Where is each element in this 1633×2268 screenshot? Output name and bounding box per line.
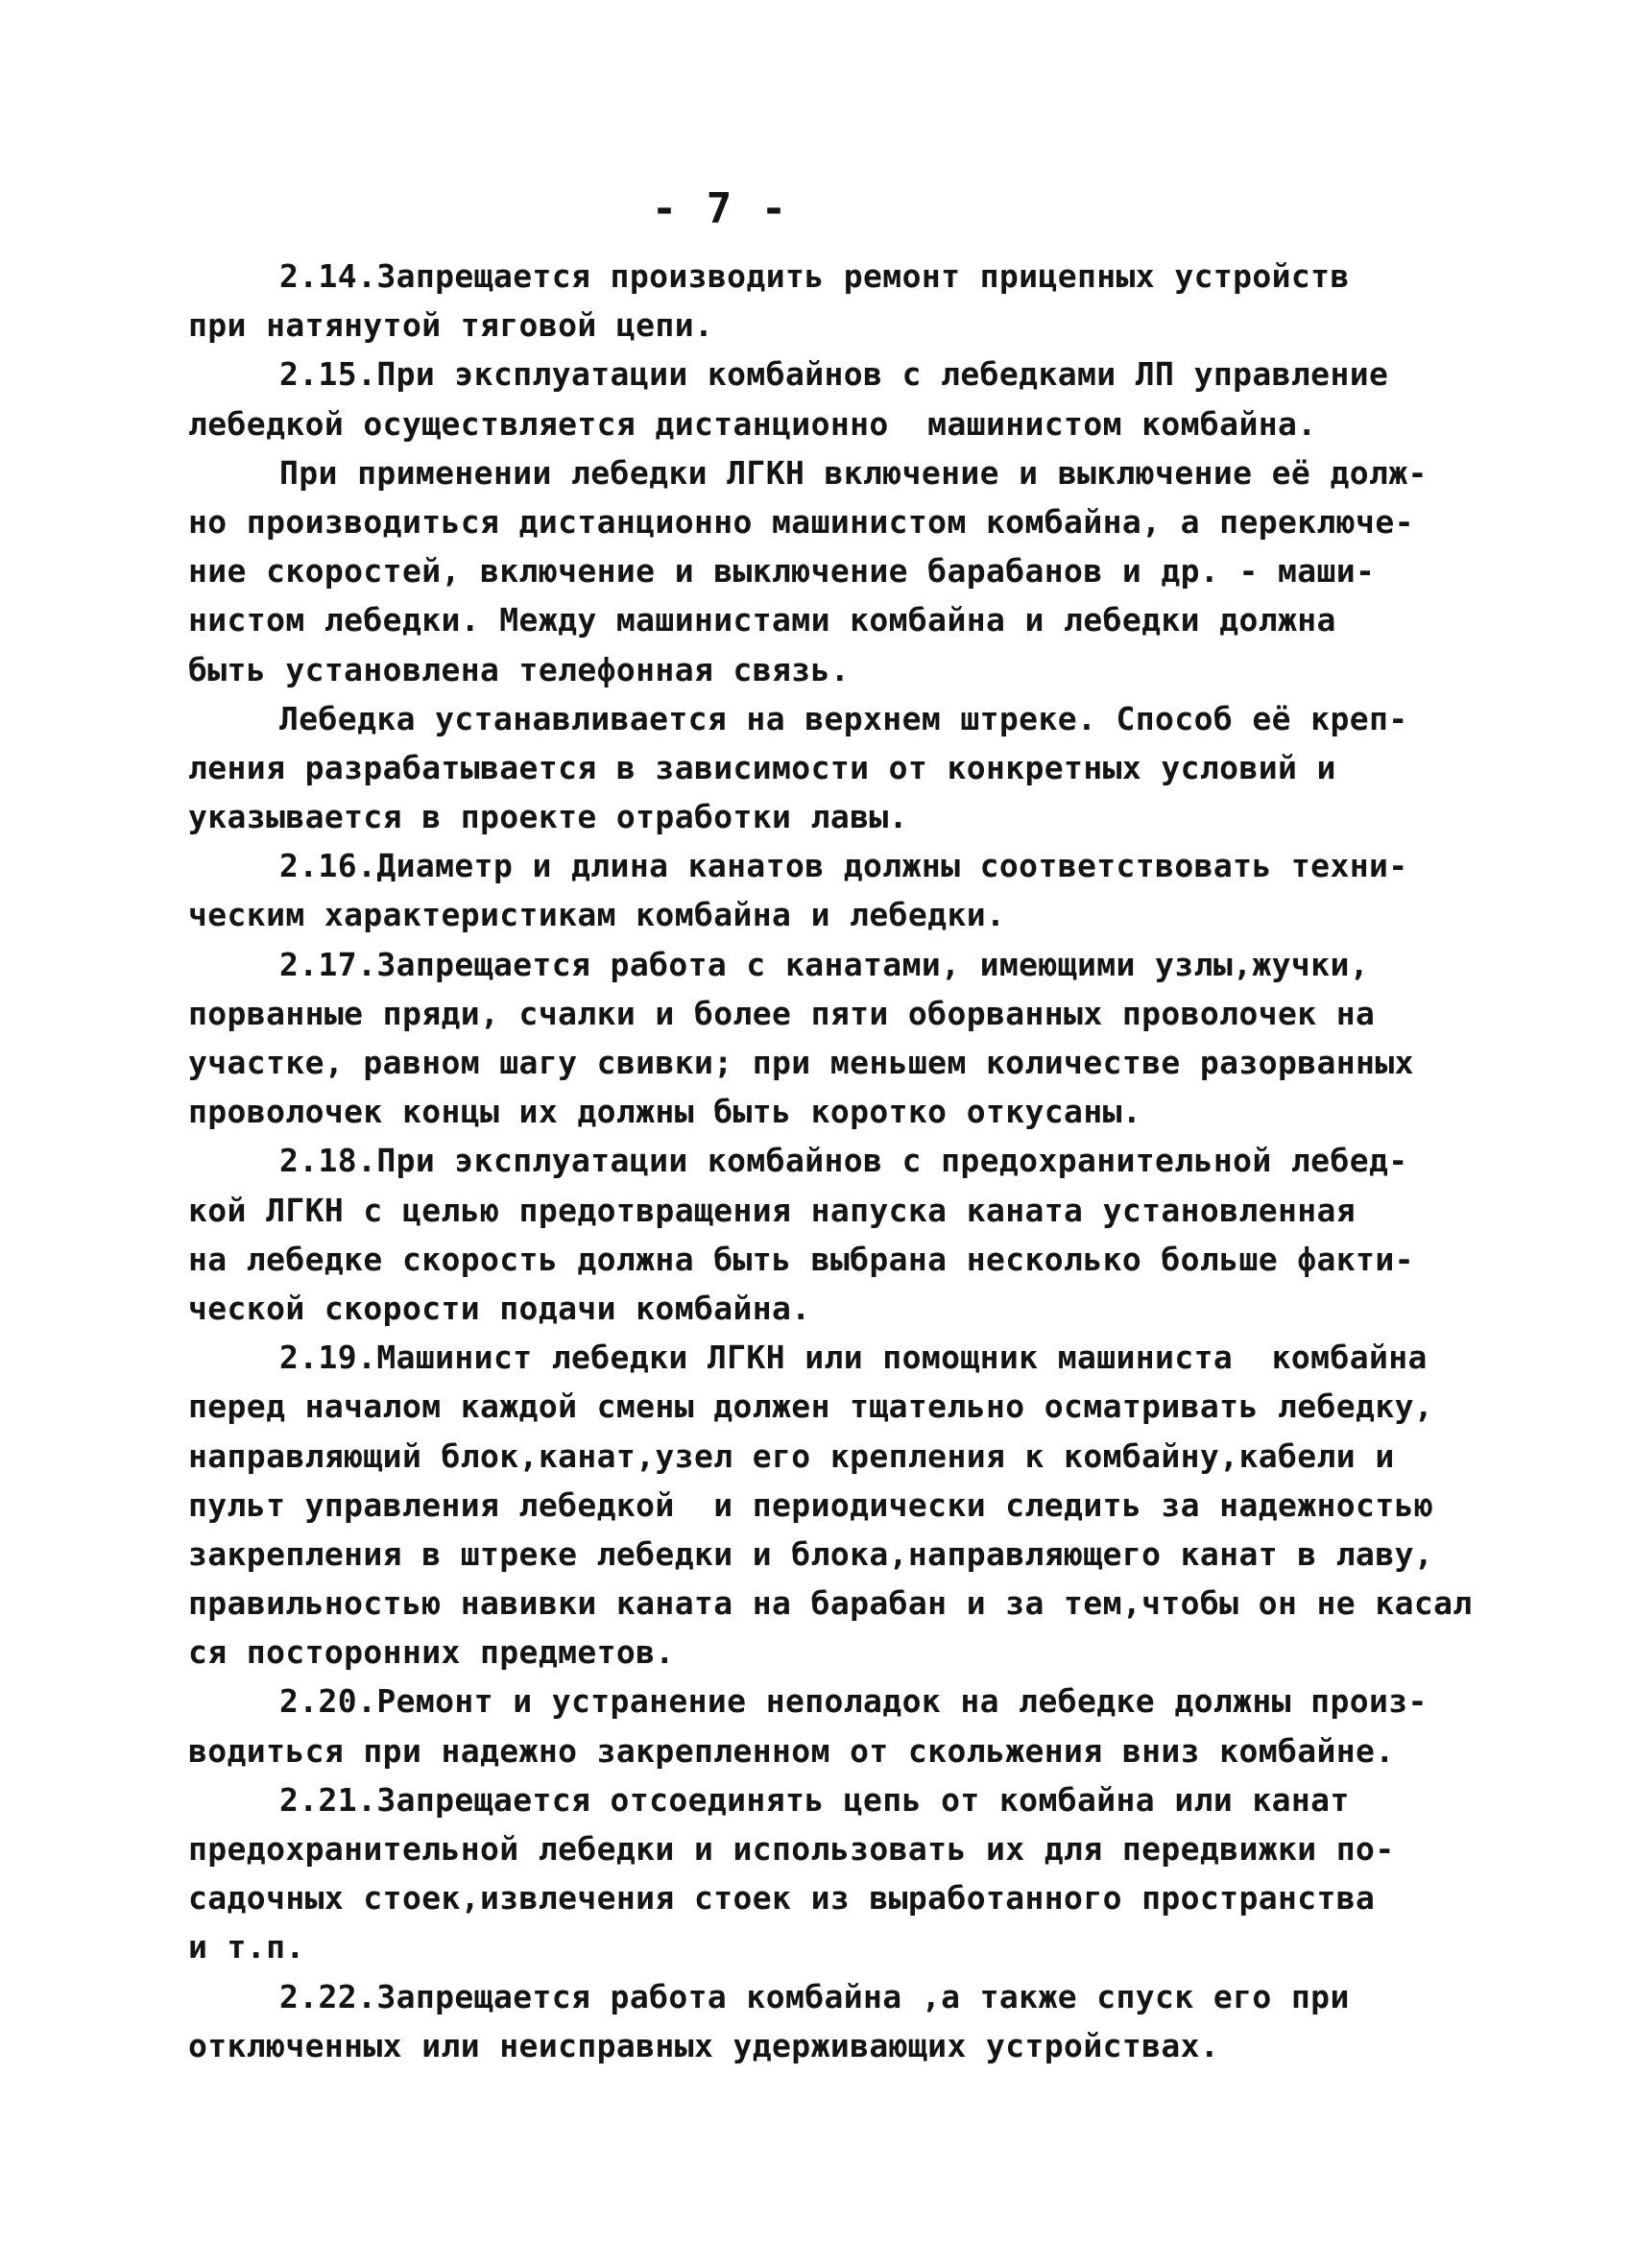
- text-line: пульт управления лебедкой и периодически следить за надежностью: [188, 1485, 1434, 1524]
- page-number: - 7 -: [651, 184, 789, 233]
- text-line: на лебедке скорость должна быть выбрана несколько больше факти-: [188, 1240, 1414, 1278]
- paragraph-2-22: [188, 1972, 1465, 2070]
- text-line: 2.21.Запрещается отсоединять цепь от комбайна или канат: [279, 1780, 1350, 1819]
- text-line: 2.17.Запрещается работа с канатами, имеющими узлы,жучки,: [279, 945, 1369, 983]
- text-line: кой ЛГКН с целью предотвращения напуска каната установленная: [188, 1191, 1357, 1229]
- text-line: ческой скорости подачи комбайна.: [188, 1289, 811, 1327]
- paragraph-2-14: [188, 252, 1465, 350]
- paragraph-2-17: [188, 940, 1465, 1137]
- text-line: направляющий блок,канат,узел его крепления к комбайну,кабели и: [188, 1436, 1395, 1475]
- text-line: ся посторонних предметов.: [188, 1633, 675, 1672]
- text-line: указывается в проекте отработки лавы.: [188, 798, 908, 836]
- text-line: участке, равном шагу свивки; при меньшем количестве разорванных: [188, 1044, 1414, 1081]
- paragraph-2-15-installation: [188, 694, 1465, 842]
- text-line: ческим характеристикам комбайна и лебедки.: [188, 896, 1006, 934]
- text-line: ние скоростей, включение и выключение барабанов и др. - маши-: [188, 552, 1376, 591]
- paragraph-2-18: [188, 1136, 1465, 1333]
- text-line: проволочек концы их должны быть коротко откусаны.: [188, 1093, 1142, 1131]
- text-line: правильностью навивки каната на барабан и за тем,чтобы он не касал: [188, 1584, 1473, 1623]
- document-body: [188, 252, 1473, 2070]
- text-line: порванные пряди, счалки и более пяти оборванных проволочек на: [188, 994, 1376, 1032]
- text-line: Лебедка устанавливается на верхнем штреке. Способ её креп-: [279, 699, 1408, 737]
- text-line: закрепления в штреке лебедки и блока,направляющего канат в лаву,: [188, 1534, 1434, 1573]
- text-line: и т.п.: [188, 1928, 305, 1966]
- text-line: отключенных или неисправных удерживающих устройствах.: [188, 2026, 1220, 2064]
- text-line: быть установлена телефонная связь.: [188, 650, 851, 688]
- text-line: перед началом каждой смены должен тщательно осматривать лебедку,: [188, 1387, 1434, 1426]
- text-line: При применении лебедки ЛГКН включение и выключение её долж-: [279, 453, 1428, 492]
- text-line: водиться при надежно закрепленном от скольжения вниз комбайне.: [188, 1731, 1395, 1770]
- text-line: 2.14.Запрещается производить ремонт прицепных устройств: [279, 257, 1350, 295]
- paragraph-2-15-lgkn: [188, 448, 1465, 694]
- text-line: 2.22.Запрещается работа комбайна ,а также спуск его при: [279, 1977, 1350, 2015]
- text-line: при натянутой тяговой цепи.: [188, 306, 714, 345]
- text-line: нистом лебедки. Между машинистами комбайна и лебедки должна: [188, 601, 1336, 639]
- text-line: 2.16.Диаметр и длина канатов должны соответствовать техни-: [279, 847, 1408, 885]
- text-line: 2.19.Машинист лебедки ЛГКН или помощник машиниста комбайна: [279, 1339, 1428, 1377]
- text-line: 2.18.При эксплуатации комбайнов с предохранительной лебед-: [279, 1142, 1408, 1180]
- text-line: садочных стоек,извлечения стоек из выработанного пространства: [188, 1879, 1376, 1918]
- paragraph-2-19: [188, 1333, 1473, 1677]
- text-line: 2.20.Ремонт и устранение неполадок на лебедке должны произ-: [279, 1682, 1428, 1721]
- text-line: но производиться дистанционно машинистом комбайна, а переключе-: [188, 502, 1414, 541]
- text-line: 2.15.При эксплуатации комбайнов с лебедками ЛП управление: [279, 355, 1389, 394]
- paragraph-2-20: [188, 1677, 1465, 1774]
- text-line: предохранительной лебедки и использовать их для передвижки по-: [188, 1830, 1395, 1868]
- paragraph-2-21: [188, 1775, 1465, 1972]
- text-line: ления разрабатывается в зависимости от конкретных условий и: [188, 748, 1336, 786]
- paragraph-2-15: [188, 350, 1465, 447]
- text-line: лебедкой осуществляется дистанционно машинистом комбайна.: [188, 404, 1317, 443]
- paragraph-2-16: [188, 841, 1465, 939]
